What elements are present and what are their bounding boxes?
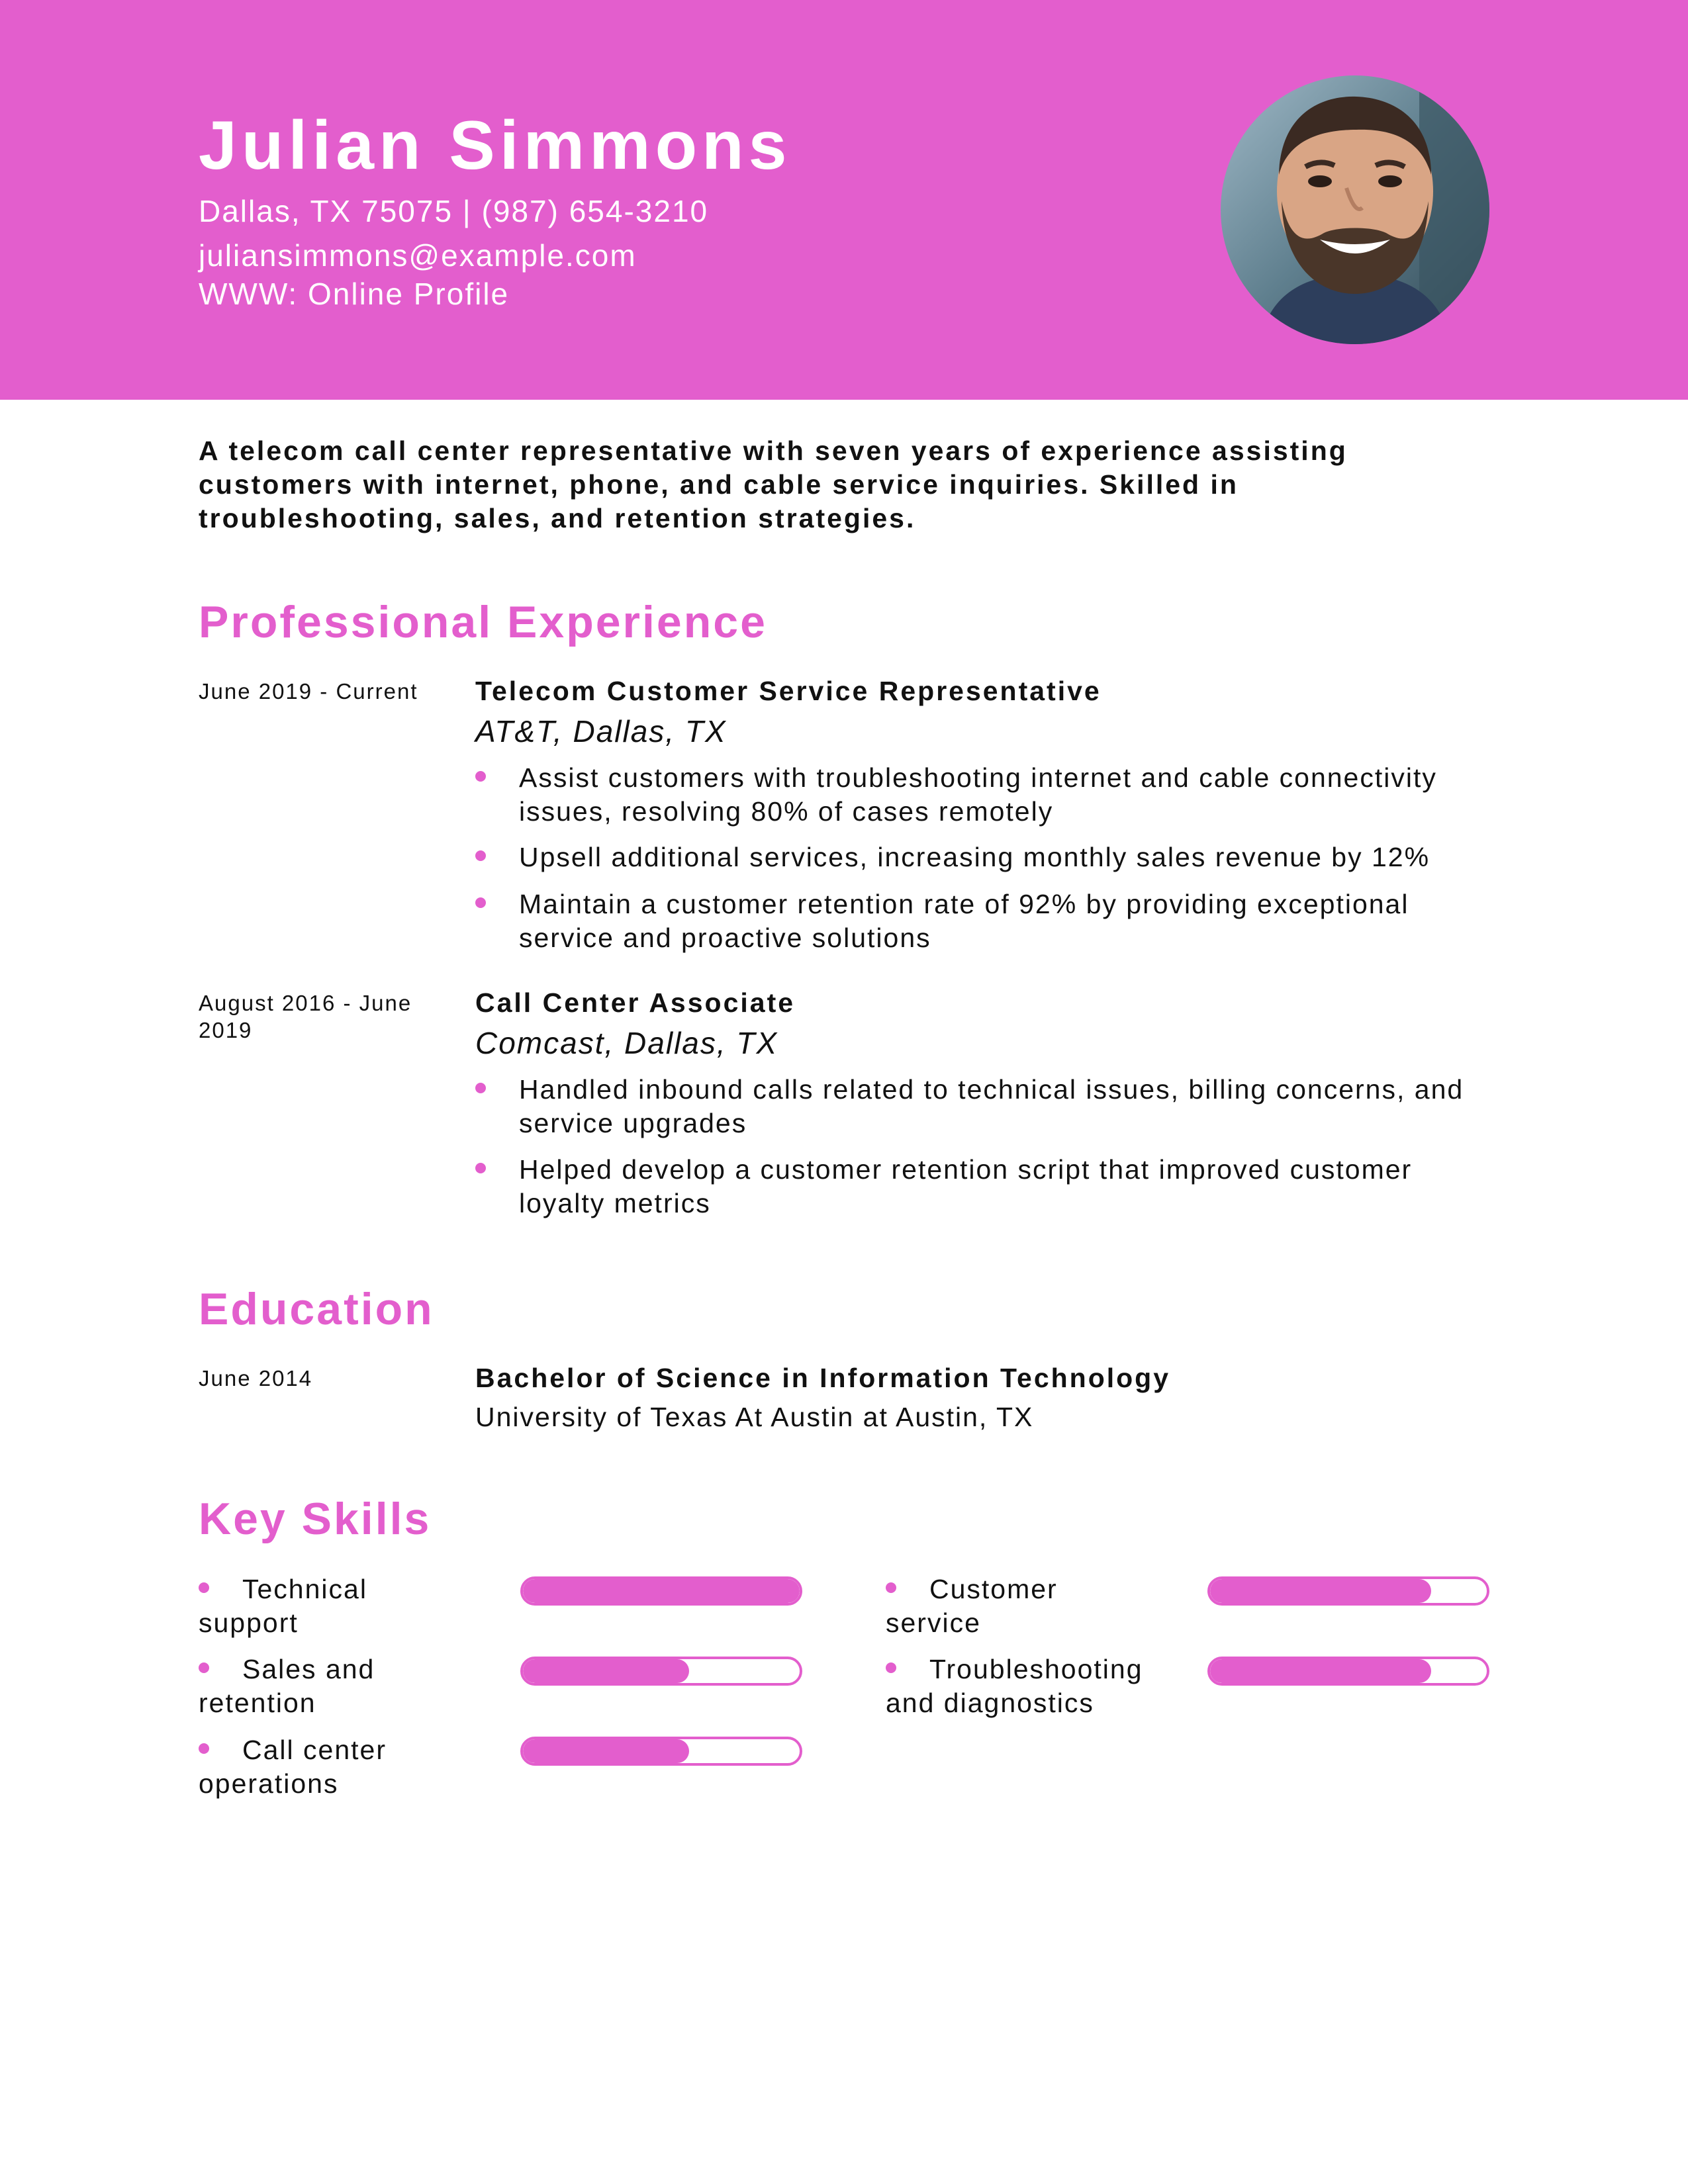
bullet-dot-icon: [199, 1743, 209, 1754]
professional-summary: A telecom call center representative with seven years of experience assisting customers with internet, phone, and cable service inquiries. Skilled in troubleshooting, sales, and retention strategies.: [199, 435, 1348, 533]
skill-label-text: Sales and retention: [199, 1654, 375, 1718]
bullet-dot-icon: [475, 850, 486, 861]
job-dates: August 2016 - June 2019: [199, 991, 412, 1042]
bullet-text: Assist customers with troubleshooting internet and cable connectivity issues, resolving 80% of cases remotely: [519, 762, 1437, 827]
job-bullet: [475, 841, 1495, 874]
job-bullet: [475, 761, 1495, 829]
education-date: June 2014: [199, 1366, 313, 1390]
education-school: University of Texas At Austin at Austin, TX: [475, 1402, 1034, 1432]
bullet-text: Upsell additional services, increasing monthly sales revenue by 12%: [519, 842, 1430, 872]
skill-level-bar: [520, 1576, 802, 1606]
profile-photo: [1221, 75, 1489, 344]
job-company: AT&T, Dallas, TX: [475, 714, 727, 749]
skill-label: [886, 1572, 1150, 1640]
skill-level-fill: [1210, 1659, 1431, 1683]
bullet-text: Maintain a customer retention rate of 92% by providing exceptional service and proactive solutions: [519, 889, 1409, 953]
bullet-dot-icon: [475, 897, 486, 908]
bullet-dot-icon: [886, 1582, 896, 1593]
skill-label-text: Customer service: [886, 1574, 1058, 1638]
skill-level-bar: [1207, 1657, 1489, 1686]
email-link[interactable]: juliansimmons@example.com: [199, 238, 637, 273]
section-title-skills: Key Skills: [199, 1494, 432, 1544]
skill-label-text: Technical support: [199, 1574, 367, 1638]
bullet-text: Helped develop a customer retention script that improved customer loyalty metrics: [519, 1154, 1413, 1218]
skill-level-bar: [520, 1657, 802, 1686]
section-title-experience: Professional Experience: [199, 597, 767, 647]
section-title-education: Education: [199, 1284, 434, 1334]
skill-label: [199, 1733, 463, 1801]
profile-photo-illustration: [1221, 75, 1489, 344]
bullet-dot-icon: [475, 771, 486, 782]
bullet-dot-icon: [475, 1083, 486, 1093]
website-link[interactable]: WWW: Online Profile: [199, 277, 510, 311]
job-dates: June 2019 - Current: [199, 679, 418, 704]
skill-level-fill: [1210, 1579, 1431, 1603]
bullet-dot-icon: [886, 1662, 896, 1673]
job-bullet: [475, 1073, 1495, 1140]
skill-label-text: Call center operations: [199, 1735, 387, 1799]
skill-label-text: Troubleshooting and diagnostics: [886, 1654, 1143, 1718]
bullet-dot-icon: [475, 1163, 486, 1173]
skill-level-fill: [523, 1659, 689, 1683]
skill-label: [886, 1653, 1170, 1720]
job-company: Comcast, Dallas, TX: [475, 1026, 778, 1060]
bullet-dot-icon: [199, 1582, 209, 1593]
education-degree: Bachelor of Science in Information Technology: [475, 1363, 1171, 1393]
skill-level-fill: [523, 1739, 689, 1763]
job-title: Telecom Customer Service Representative: [475, 676, 1102, 706]
skill-level-fill: [523, 1579, 800, 1603]
skill-level-bar: [520, 1737, 802, 1766]
job-bullet: [475, 1153, 1495, 1220]
header-banner: [0, 0, 1688, 400]
skill-label: [199, 1653, 463, 1720]
bullet-text: Handled inbound calls related to technical issues, billing concerns, and service upgrades: [519, 1074, 1464, 1138]
candidate-name: Julian Simmons: [199, 107, 792, 184]
job-title: Call Center Associate: [475, 987, 796, 1018]
bullet-dot-icon: [199, 1662, 209, 1673]
location-phone: Dallas, TX 75075 | (987) 654-3210: [199, 194, 709, 228]
job-bullet: [475, 887, 1495, 955]
skill-label: [199, 1572, 463, 1640]
skill-level-bar: [1207, 1576, 1489, 1606]
